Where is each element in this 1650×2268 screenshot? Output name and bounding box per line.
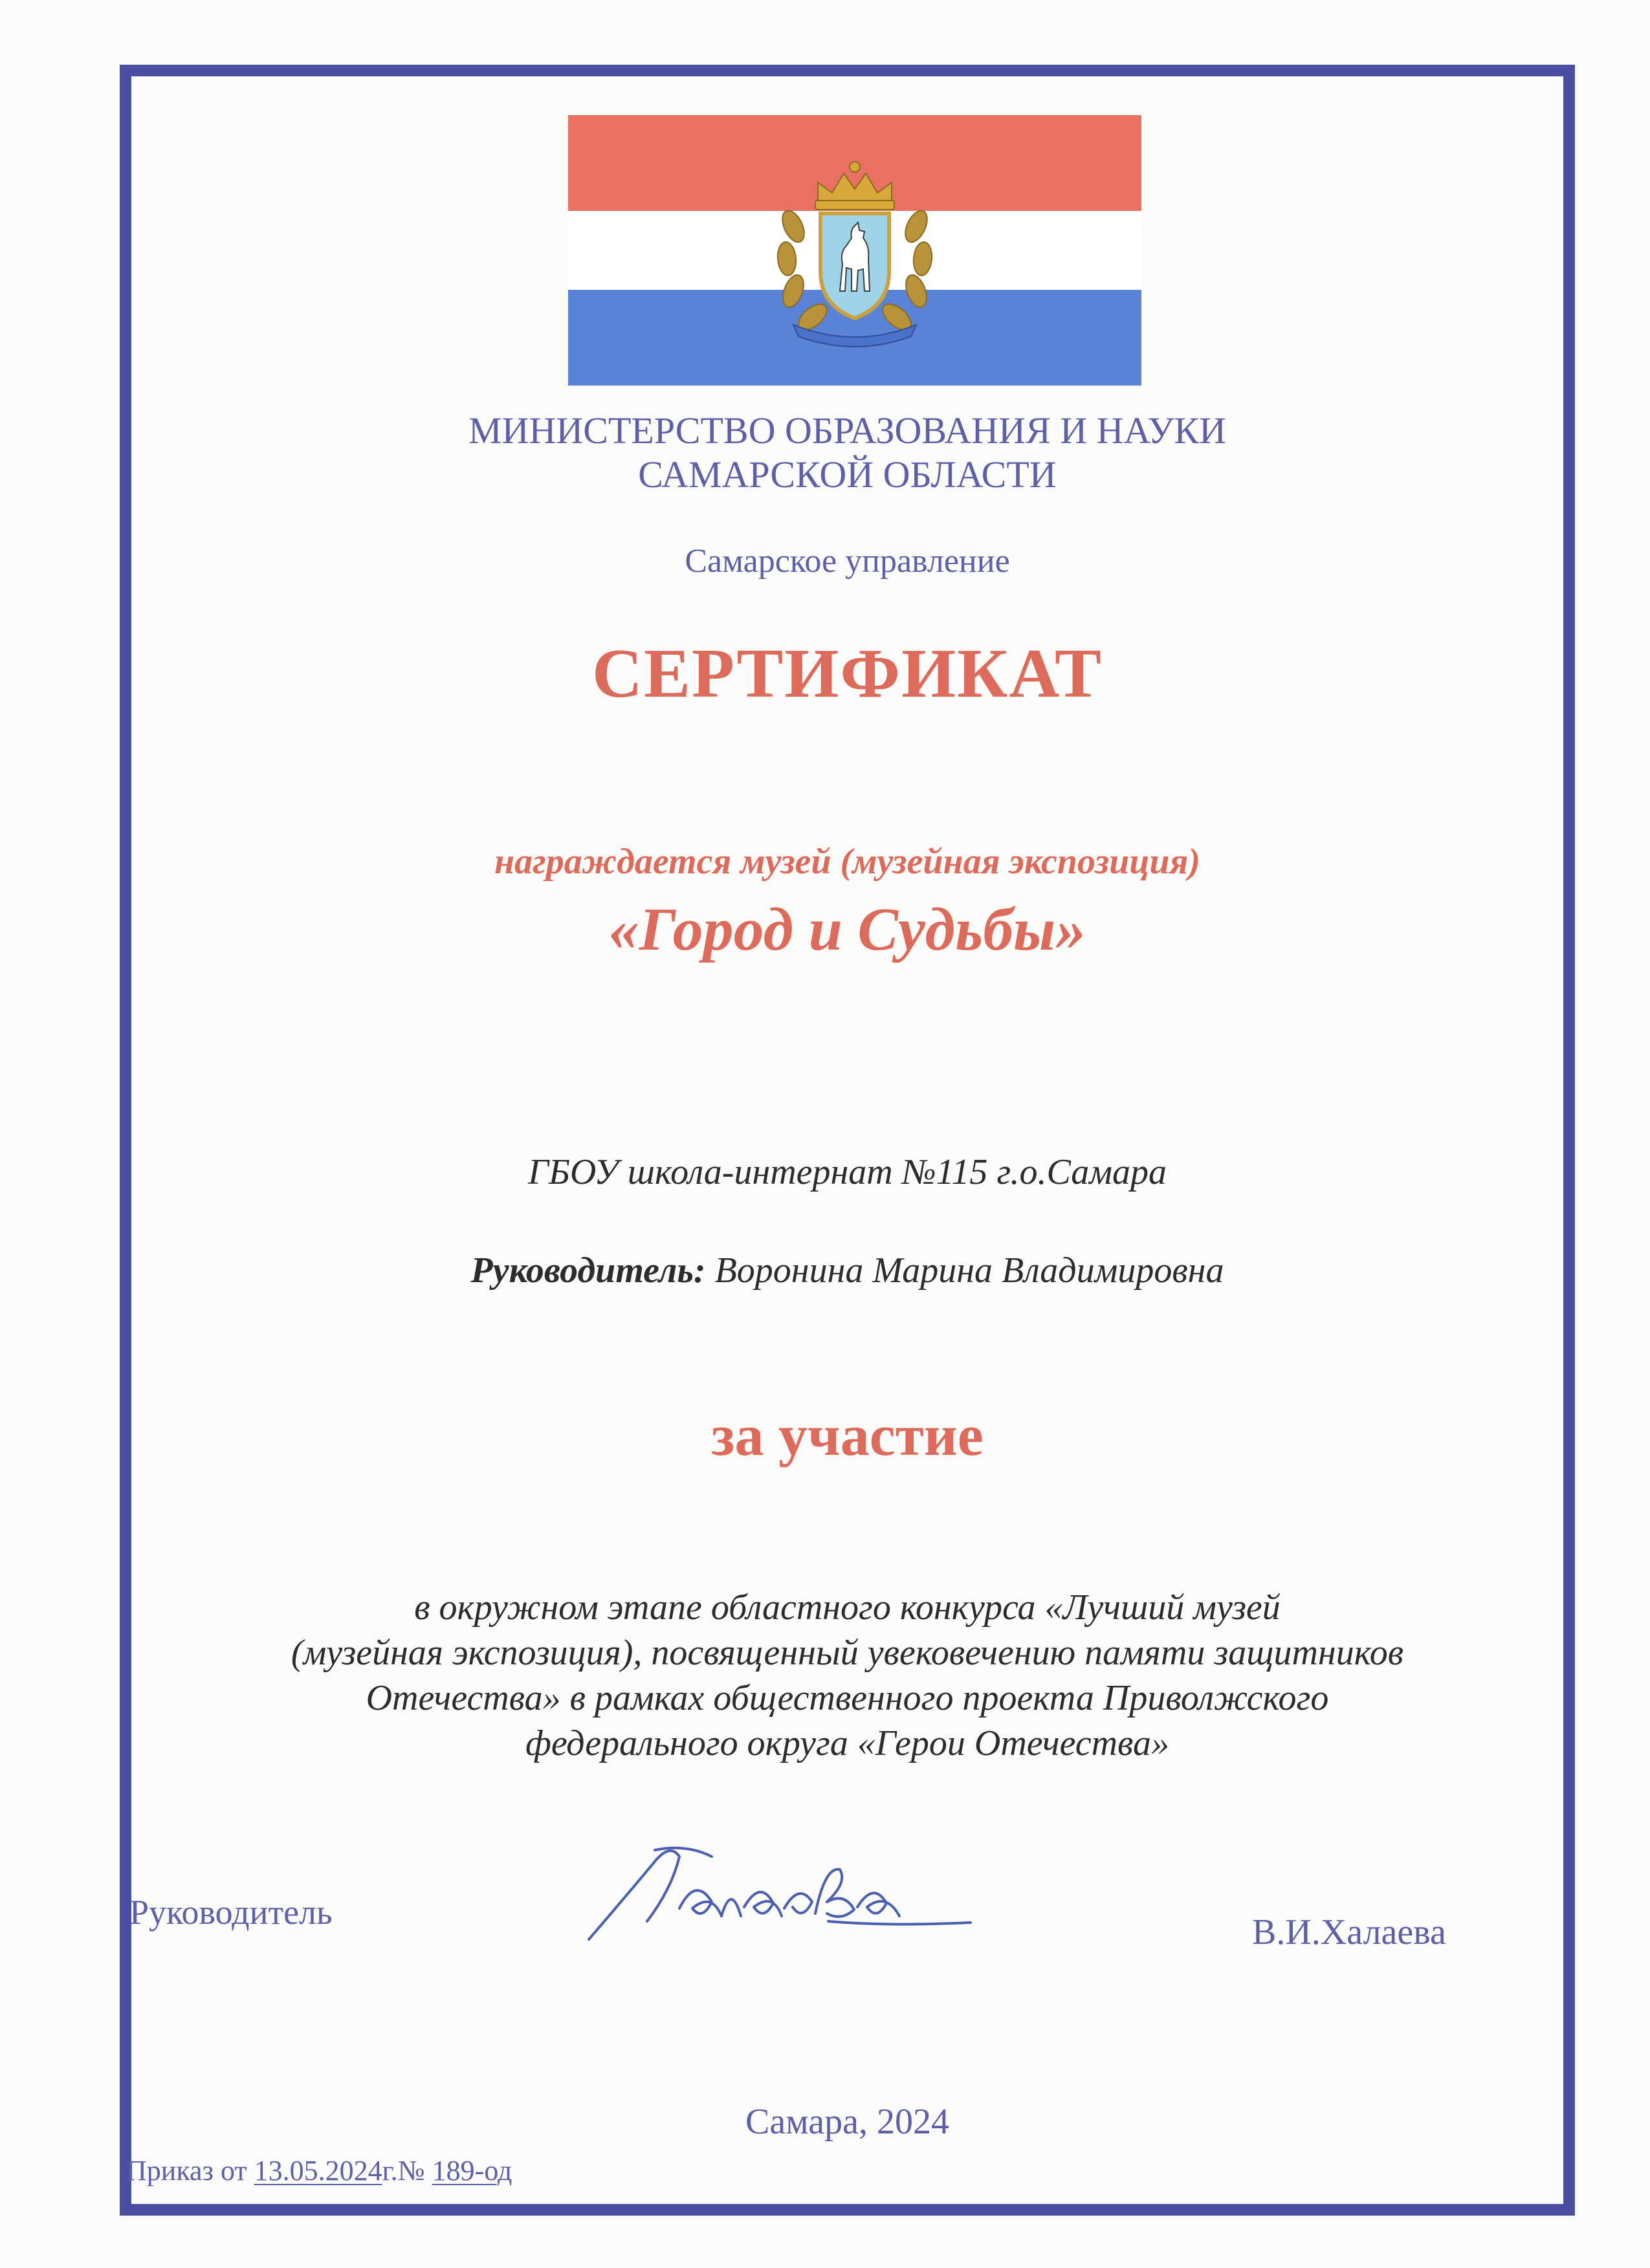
signatory-role: Руководитель [129,1893,333,1932]
order-number-label: г.№ [382,2155,425,2186]
award-reason: за участие [711,1404,984,1468]
order-number: 189-од [432,2155,512,2186]
handwritten-signature [582,1831,984,1954]
museum-name: «Город и Судьбы» [608,896,1086,963]
leader-name: Воронина Марина Владимировна [714,1250,1224,1291]
school-name: ГБОУ школа-интернат №115 г.о.Самара [528,1152,1167,1192]
signatory-name: В.И.Халаева [1252,1912,1446,1952]
certificate-title: СЕРТИФИКАТ [592,635,1103,712]
coat-of-arms-icon [767,155,942,349]
description-line: федерального округа «Герои Отечества» [525,1723,1169,1763]
place-and-year: Самара, 2024 [745,2102,949,2142]
description-line: в окружном этапе областного конкурса «Лучший музей [414,1587,1281,1628]
museum-leader [120,1250,1575,1291]
order-reference [126,2154,512,2187]
leader-label: Руководитель: [470,1250,706,1291]
order-date: 13.05.2024 [254,2155,382,2186]
ministry-line-1: МИНИСТЕРСТВО ОБРАЗОВАНИЯ И НАУКИ [468,409,1226,452]
ministry-name [120,409,1575,497]
order-prefix: Приказ от [126,2155,247,2186]
contest-description [120,1585,1575,1766]
department-name: Самарское управление [685,543,1010,580]
description-line: Отечества» в рамках общественного проекта Приволжского [366,1678,1329,1718]
description-line: (музейная экспозиция), посвященный увековечению памяти защитников [291,1633,1404,1673]
awarded-line: награждается музей (музейная экспозиция) [494,842,1200,882]
ministry-line-2: САМАРСКОЙ ОБЛАСТИ [638,453,1057,496]
